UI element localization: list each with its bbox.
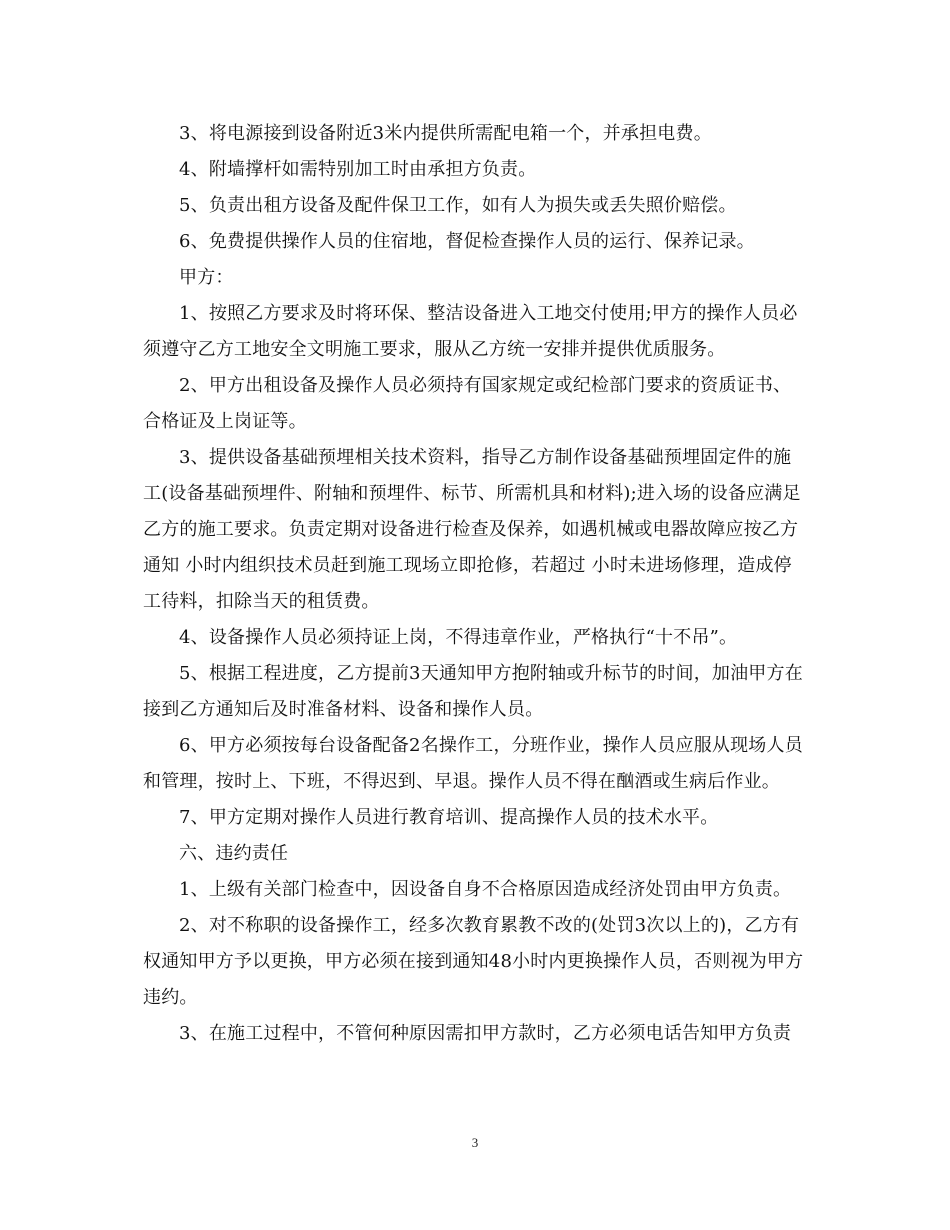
paragraph-10: 5、根据工程进度，乙方提前3天通知甲方抱附轴或升标节的时间，加油甲方在接到乙方通知后及时准备材料、设备和操作人员。: [143, 663, 803, 720]
paragraph-12: 7、甲方定期对操作人员进行教育培训、提高操作人员的技术水平。: [179, 807, 719, 828]
paragraph-11: 6、甲方必须按每台设备配备2名操作工，分班作业，操作人员应服从现场人员和管理，按时上、下班，不得迟到、早退。操作人员不得在酗酒或生病后作业。: [143, 735, 803, 792]
paragraph-4: 6、免费提供操作人员的住宿地，督促检查操作人员的运行、保养记录。: [179, 231, 755, 252]
section-heading-breach: 六、违约责任: [179, 843, 289, 864]
paragraph-6: 1、按照乙方要求及时将环保、整洁设备进入工地交付使用;甲方的操作人员必须遵守乙方工地安全文明施工要求，服从乙方统一安排并提供优质服务。: [143, 303, 798, 360]
paragraph-9: 4、设备操作人员必须持证上岗，不得违章作业，严格执行“十不吊”。: [179, 627, 738, 648]
paragraph-16: 3、在施工过程中，不管何种原因需扣甲方款时，乙方必须电话告知甲方负责: [179, 1023, 792, 1044]
page-number: 3: [471, 1135, 479, 1150]
document-body: [143, 116, 805, 1052]
paragraph-3: 5、负责出租方设备及配件保卫工作，如有人为损失或丢失照价赔偿。: [179, 195, 737, 216]
paragraph-8: 3、提供设备基础预埋相关技术资料，指导乙方制作设备基础预埋固定件的施工(设备基础预埋件、附轴和预埋件、标节、所需机具和材料);进入场的设备应满足乙方的施工要求。负责定期对设备进行检查及保养，如遇机械或电器故障应按乙方通知 小时内组织技术员赶到施工现场立即抢修，若超过 小时未进场修理，造成停工待料，扣除当天的租赁费。: [143, 447, 801, 612]
paragraph-2: 4、附墙撑杆如需特别加工时由承担方负责。: [179, 159, 537, 180]
paragraph-14: 1、上级有关部门检查中，因设备自身不合格原因造成经济处罚由甲方负责。: [179, 879, 792, 900]
paragraph-1: 3、将电源接到设备附近3米内提供所需配电箱一个，并承担电费。: [179, 123, 712, 144]
paragraph-7: 2、甲方出租设备及操作人员必须持有国家规定或纪检部门要求的资质证书、合格证及上岗证等。: [143, 375, 792, 432]
paragraph-15: 2、对不称职的设备操作工，经多次教育累教不改的(处罚3次以上的)，乙方有权通知甲方予以更换，甲方必须在接到通知48小时内更换操作人员，否则视为甲方违约。: [143, 915, 804, 1008]
party-a-heading: 甲方：: [179, 267, 234, 288]
